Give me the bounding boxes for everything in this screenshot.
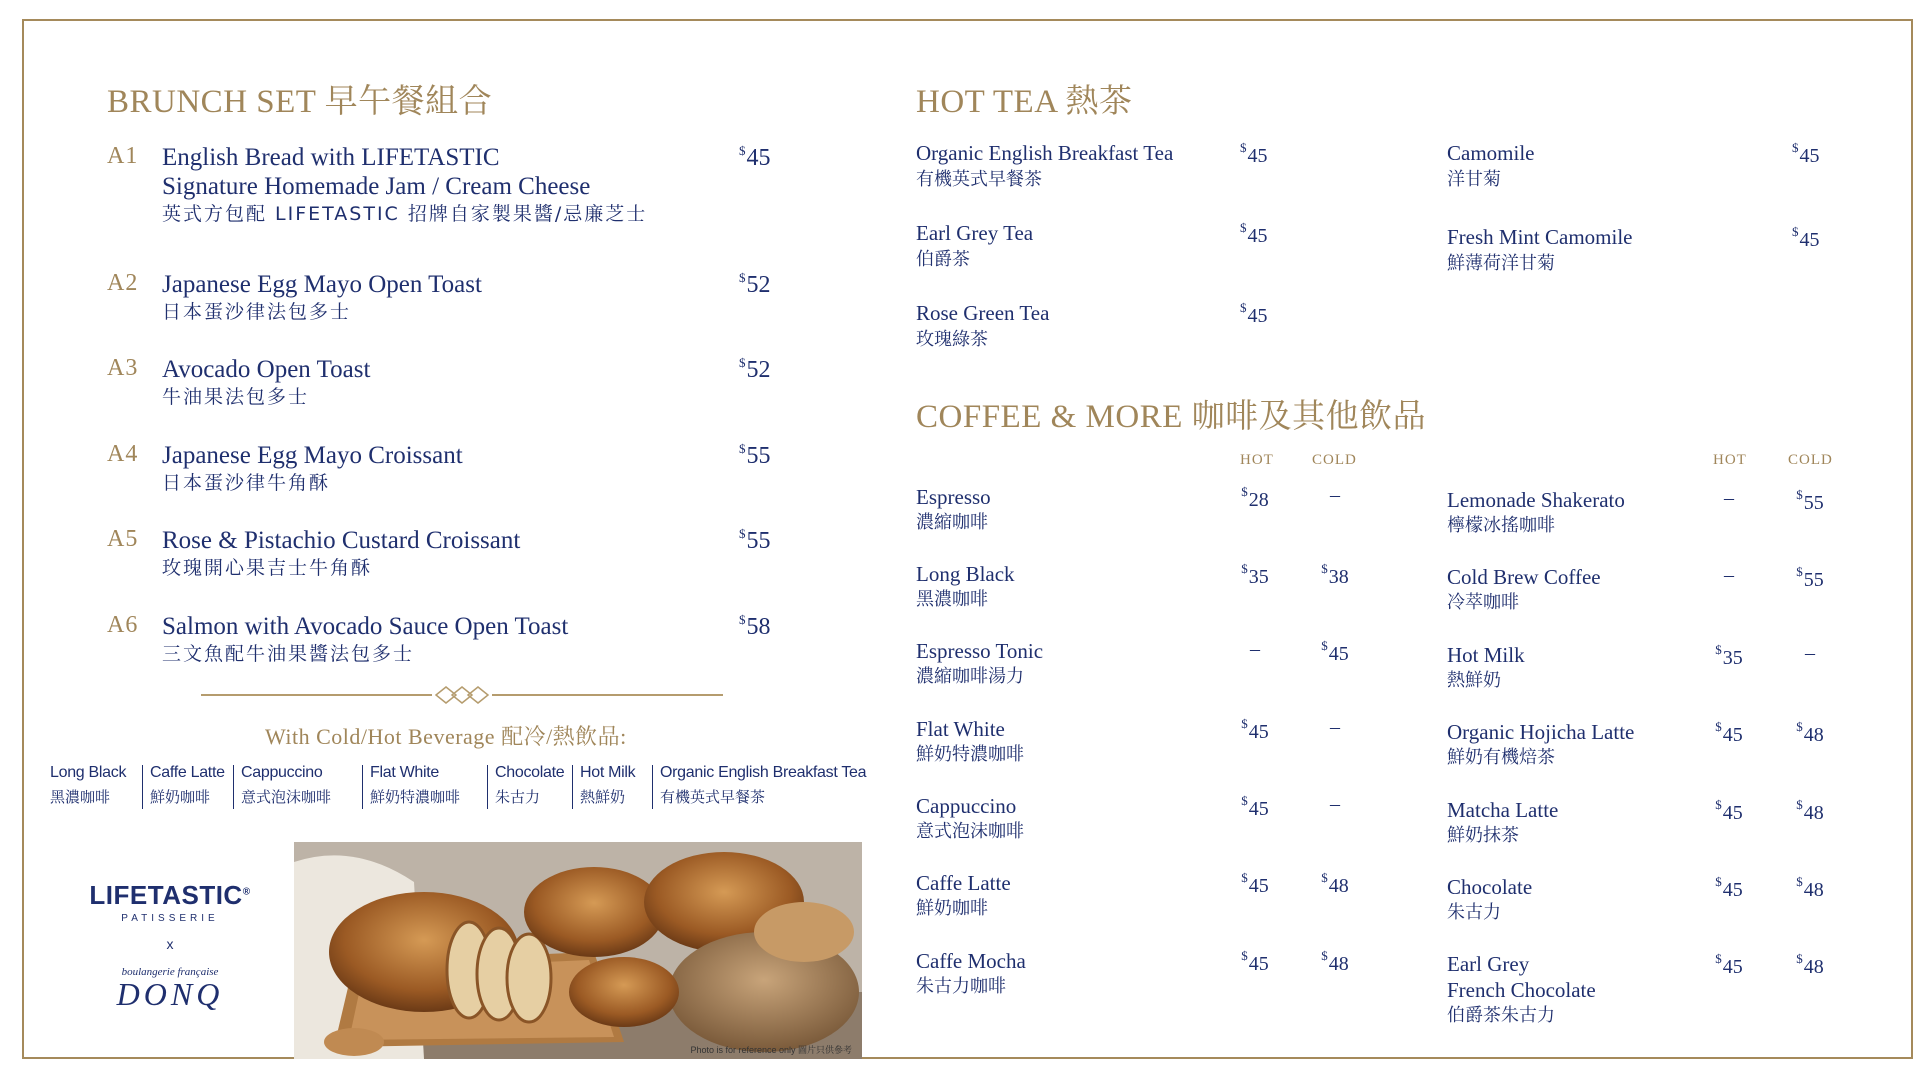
logo-subtitle: PATISSERIE xyxy=(121,913,219,924)
hot-price xyxy=(1225,793,1285,821)
price-value: 45 xyxy=(1247,225,1268,247)
coffee-name-en: Cappuccino xyxy=(916,794,1017,818)
hot-price xyxy=(1225,484,1285,512)
currency-symbol: $ xyxy=(1796,874,1803,889)
price-value: 48 xyxy=(1803,879,1824,901)
item-name-en: English Bread with LIFETASTIC Signature Homemade Jam / Cream Cheese xyxy=(162,144,591,200)
hot-column-header: HOT xyxy=(1240,452,1274,468)
currency-symbol: $ xyxy=(1241,716,1248,731)
price-value: 52 xyxy=(746,357,771,383)
price-value: 45 xyxy=(1247,145,1268,167)
currency-symbol: $ xyxy=(1715,719,1722,734)
separator xyxy=(487,765,488,809)
separator xyxy=(572,765,573,809)
item-names xyxy=(162,355,370,411)
beverage-name-zh: 有機英式早餐茶 xyxy=(660,788,766,806)
item-price xyxy=(739,355,771,384)
cold-price xyxy=(1305,638,1365,666)
currency-symbol: $ xyxy=(1796,951,1803,966)
price-value: 58 xyxy=(746,614,771,640)
beverage-name-en: Long Black xyxy=(50,764,127,781)
separator xyxy=(142,765,143,809)
price-value: 48 xyxy=(1328,953,1349,975)
beverage-option xyxy=(142,762,225,810)
coffee-name-en: Flat White xyxy=(916,717,1005,741)
currency-symbol: $ xyxy=(1796,797,1803,812)
cold-price xyxy=(1780,719,1840,747)
item-name-en: Salmon with Avocado Sauce Open Toast xyxy=(162,613,569,640)
currency-symbol: $ xyxy=(1241,793,1248,808)
tea-item xyxy=(916,220,1336,274)
coffee-name-en: Cold Brew Coffee xyxy=(1447,565,1601,589)
beverage-name-en: Chocolate xyxy=(495,764,565,781)
currency-symbol: $ xyxy=(1796,487,1803,502)
price-value: 52 xyxy=(746,272,771,298)
coffee-name-en: Espresso Tonic xyxy=(916,639,1044,663)
tea-name-zh: 玫瑰綠茶 xyxy=(916,329,988,350)
price-value: 45 xyxy=(1248,953,1269,975)
beverage-option xyxy=(47,762,126,810)
beverage-name-zh: 熱鮮奶 xyxy=(580,788,626,806)
price-value: 48 xyxy=(1803,802,1824,824)
price-value: 45 xyxy=(1799,145,1820,167)
coffee-name-zh: 伯爵茶朱古力 xyxy=(1447,1005,1555,1026)
separator xyxy=(233,765,234,809)
price-value: 35 xyxy=(1722,647,1743,669)
beverage-name-zh: 黑濃咖啡 xyxy=(50,788,111,806)
cold-column-header: COLD xyxy=(1312,452,1357,468)
tea-price xyxy=(1792,224,1820,252)
tea-item xyxy=(1447,224,1867,278)
item-name-zh: 牛油果法包多士 xyxy=(162,386,310,408)
logo-x: x xyxy=(166,936,174,952)
tea-name-en: Rose Green Tea xyxy=(916,301,1050,325)
coffee-name-en: Espresso xyxy=(916,485,991,509)
donq-logo: DONQ xyxy=(116,976,224,1012)
currency-symbol: $ xyxy=(739,143,746,158)
tea-name-en: Camomile xyxy=(1447,141,1535,165)
price-value: 48 xyxy=(1803,956,1824,978)
hot-price xyxy=(1225,716,1285,744)
separator xyxy=(652,765,653,809)
coffee-name-zh: 濃縮咖啡 xyxy=(916,512,988,533)
currency-symbol: $ xyxy=(1240,300,1247,315)
currency-symbol: $ xyxy=(1715,874,1722,889)
cold-price xyxy=(1305,561,1365,589)
coffee-name-zh: 朱古力 xyxy=(1447,902,1501,923)
beverage-title: With Cold/Hot Beverage 配冷/熱飲品: xyxy=(265,724,627,749)
currency-symbol: $ xyxy=(1241,561,1248,576)
item-price xyxy=(739,612,771,641)
currency-symbol: $ xyxy=(1715,642,1722,657)
currency-symbol: $ xyxy=(1792,140,1799,155)
beverage-option xyxy=(652,762,866,810)
price-value: 48 xyxy=(1328,875,1349,897)
price-value: 45 xyxy=(1722,802,1743,824)
item-name-zh: 玫瑰開心果吉士牛角酥 xyxy=(162,557,373,579)
coffee-name-zh: 濃縮咖啡湯力 xyxy=(916,666,1024,687)
tea-item xyxy=(1447,140,1867,194)
price-value: 45 xyxy=(1799,229,1820,251)
tea-name-zh: 洋甘菊 xyxy=(1447,169,1501,190)
item-code: A1 xyxy=(107,143,139,169)
item-names xyxy=(162,612,568,668)
price-value: 28 xyxy=(1248,489,1269,511)
item-code: A6 xyxy=(107,612,139,638)
tea-name-en: Earl Grey Tea xyxy=(916,221,1034,245)
currency-symbol: $ xyxy=(1240,220,1247,235)
item-price xyxy=(739,441,771,470)
currency-symbol: $ xyxy=(1321,948,1328,963)
beverage-name-zh: 朱古力 xyxy=(495,788,541,806)
beverage-name-en: Caffe Latte xyxy=(150,764,225,781)
coffee-name-en: Caffe Latte xyxy=(916,871,1011,895)
price-value: 48 xyxy=(1803,724,1824,746)
hot-price: – xyxy=(1250,638,1260,660)
coffee-name-zh: 熱鮮奶 xyxy=(1447,670,1501,691)
price-value: 45 xyxy=(1247,305,1268,327)
coffee-item xyxy=(1447,564,1920,616)
hot-price xyxy=(1699,951,1759,979)
coffee-name-zh: 鮮奶有機焙茶 xyxy=(1447,747,1555,768)
currency-symbol: $ xyxy=(739,355,746,370)
hot-price xyxy=(1699,797,1759,825)
item-code: A2 xyxy=(107,270,139,296)
item-name-zh: 日本蛋沙律法包多士 xyxy=(162,301,352,323)
beverage-name-en: Organic English Breakfast Tea xyxy=(660,764,867,781)
coffee-item xyxy=(916,793,1396,845)
tea-name-en: Fresh Mint Camomile xyxy=(1447,225,1633,249)
diamond-ornament-icon xyxy=(432,684,492,706)
currency-symbol: $ xyxy=(1796,564,1803,579)
cold-price: – xyxy=(1805,642,1815,664)
cold-price xyxy=(1780,564,1840,592)
currency-symbol: $ xyxy=(1241,870,1248,885)
coffee-name-en: Earl Grey French Chocolate xyxy=(1447,952,1596,1002)
tea-item xyxy=(916,140,1336,194)
coffee-name-en: Long Black xyxy=(916,562,1015,586)
beverage-option xyxy=(572,762,635,810)
currency-symbol: $ xyxy=(1792,224,1799,239)
coffee-item xyxy=(1447,719,1920,771)
hot-price xyxy=(1225,561,1285,589)
coffee-name-zh: 鮮奶抹茶 xyxy=(1447,825,1519,846)
cold-price xyxy=(1780,797,1840,825)
item-name-en: Rose & Pistachio Custard Croissant xyxy=(162,527,521,554)
coffee-item xyxy=(916,638,1396,690)
tea-item xyxy=(916,300,1336,354)
currency-symbol: $ xyxy=(1321,561,1328,576)
tea-name-zh: 鮮薄荷洋甘菊 xyxy=(1447,253,1555,274)
coffee-item xyxy=(1447,642,1920,694)
hot-price: – xyxy=(1724,564,1734,586)
coffee-name-zh: 鮮奶特濃咖啡 xyxy=(916,744,1024,765)
cold-price xyxy=(1305,948,1365,976)
coffee-name-zh: 意式泡沫咖啡 xyxy=(916,821,1024,842)
tea-price xyxy=(1240,220,1268,248)
item-names xyxy=(162,441,463,497)
beverage-name-en: Flat White xyxy=(370,764,440,781)
item-code: A3 xyxy=(107,355,139,381)
coffee-name-en: Lemonade Shakerato xyxy=(1447,488,1625,512)
beverage-name-en: Hot Milk xyxy=(580,764,636,781)
bread-photo xyxy=(294,842,862,1059)
currency-symbol: $ xyxy=(1715,951,1722,966)
item-name-en: Japanese Egg Mayo Croissant xyxy=(162,442,463,469)
item-name-en: Avocado Open Toast xyxy=(162,356,371,383)
hot-price xyxy=(1699,642,1759,670)
currency-symbol: $ xyxy=(1240,140,1247,155)
price-value: 55 xyxy=(1803,492,1824,514)
cold-price xyxy=(1780,487,1840,515)
coffee-title: COFFEE & MORE 咖啡及其他飲品 xyxy=(916,399,1427,435)
price-value: 45 xyxy=(1722,956,1743,978)
separator xyxy=(362,765,363,809)
price-value: 38 xyxy=(1328,566,1349,588)
price-value: 45 xyxy=(1722,879,1743,901)
coffee-name-en: Organic Hojicha Latte xyxy=(1447,720,1635,744)
beverage-option xyxy=(362,762,460,810)
item-code: A4 xyxy=(107,441,139,467)
beverage-name-zh: 鮮奶特濃咖啡 xyxy=(370,788,461,806)
cold-price xyxy=(1780,874,1840,902)
coffee-item xyxy=(916,716,1396,768)
currency-symbol: $ xyxy=(1321,638,1328,653)
coffee-name-zh: 鮮奶咖啡 xyxy=(916,898,988,919)
hot-tea-title: HOT TEA 熱茶 xyxy=(916,84,1133,120)
photo-caption: Photo is for reference only 圖片只供參考 xyxy=(690,1045,852,1055)
tea-name-zh: 伯爵茶 xyxy=(916,249,970,270)
currency-symbol: $ xyxy=(739,612,746,627)
currency-symbol: $ xyxy=(739,441,746,456)
partner-tagline: boulangerie française xyxy=(121,966,219,978)
price-value: 45 xyxy=(1248,721,1269,743)
price-value: 55 xyxy=(746,443,771,469)
item-names xyxy=(162,143,647,228)
item-name-en: Japanese Egg Mayo Open Toast xyxy=(162,271,482,298)
currency-symbol: $ xyxy=(1321,870,1328,885)
coffee-name-en: Chocolate xyxy=(1447,875,1533,899)
hot-price xyxy=(1225,870,1285,898)
item-name-zh: 英式方包配 LIFETASTIC 招牌自家製果醬/忌廉芝士 xyxy=(162,203,648,225)
coffee-item xyxy=(916,948,1396,1000)
currency-symbol: $ xyxy=(739,270,746,285)
item-price xyxy=(739,143,771,172)
cold-price xyxy=(1305,870,1365,898)
price-value: 45 xyxy=(746,145,771,171)
currency-symbol: $ xyxy=(1241,948,1248,963)
hot-column-header: HOT xyxy=(1713,452,1747,468)
coffee-name-zh: 黑濃咖啡 xyxy=(916,589,988,610)
lifetastic-logo: LIFETASTIC® xyxy=(89,880,251,910)
cold-column-header: COLD xyxy=(1788,452,1833,468)
currency-symbol: $ xyxy=(1796,719,1803,734)
hot-price: – xyxy=(1724,487,1734,509)
cold-price: – xyxy=(1330,793,1340,815)
item-name-zh: 三文魚配牛油果醬法包多士 xyxy=(162,643,415,665)
price-value: 45 xyxy=(1248,875,1269,897)
tea-price xyxy=(1792,140,1820,168)
logo xyxy=(70,880,270,1013)
coffee-name-zh: 冷萃咖啡 xyxy=(1447,592,1519,613)
currency-symbol: $ xyxy=(1241,484,1248,499)
item-price xyxy=(739,270,771,299)
price-value: 55 xyxy=(746,528,771,554)
beverage-option xyxy=(487,762,564,810)
beverage-name-en: Cappuccino xyxy=(241,764,323,781)
coffee-item xyxy=(1447,874,1920,926)
hot-price xyxy=(1699,874,1759,902)
beverage-option xyxy=(233,762,331,810)
coffee-item xyxy=(916,484,1396,536)
price-value: 45 xyxy=(1722,724,1743,746)
price-value: 55 xyxy=(1803,569,1824,591)
item-name-zh: 日本蛋沙律牛角酥 xyxy=(162,472,331,494)
coffee-item xyxy=(916,561,1396,613)
tea-name-zh: 有機英式早餐茶 xyxy=(916,169,1042,190)
coffee-name-zh: 朱古力咖啡 xyxy=(916,976,1006,997)
coffee-name-zh: 檸檬冰搖咖啡 xyxy=(1447,515,1555,536)
currency-symbol: $ xyxy=(739,526,746,541)
hot-price xyxy=(1225,948,1285,976)
coffee-name-en: Matcha Latte xyxy=(1447,798,1559,822)
item-names xyxy=(162,526,520,582)
price-value: 45 xyxy=(1248,798,1269,820)
brunch-set-title: BRUNCH SET 早午餐組合 xyxy=(107,84,493,120)
beverage-name-zh: 鮮奶咖啡 xyxy=(150,788,211,806)
coffee-item xyxy=(1447,487,1920,539)
currency-symbol: $ xyxy=(1715,797,1722,812)
tea-name-en: Organic English Breakfast Tea xyxy=(916,141,1174,165)
coffee-item xyxy=(1447,951,1920,1029)
cold-price xyxy=(1780,951,1840,979)
beverage-name-zh: 意式泡沫咖啡 xyxy=(241,788,332,806)
price-value: 45 xyxy=(1328,643,1349,665)
tea-price xyxy=(1240,140,1268,168)
coffee-item xyxy=(916,870,1396,922)
price-value: 35 xyxy=(1248,566,1269,588)
cold-price: – xyxy=(1330,484,1340,506)
item-code: A5 xyxy=(107,526,139,552)
item-names xyxy=(162,270,482,326)
tea-price xyxy=(1240,300,1268,328)
item-price xyxy=(739,526,771,555)
cold-price: – xyxy=(1330,716,1340,738)
coffee-name-en: Hot Milk xyxy=(1447,643,1525,667)
hot-price xyxy=(1699,719,1759,747)
coffee-name-en: Caffe Mocha xyxy=(916,949,1026,973)
coffee-item xyxy=(1447,797,1920,849)
